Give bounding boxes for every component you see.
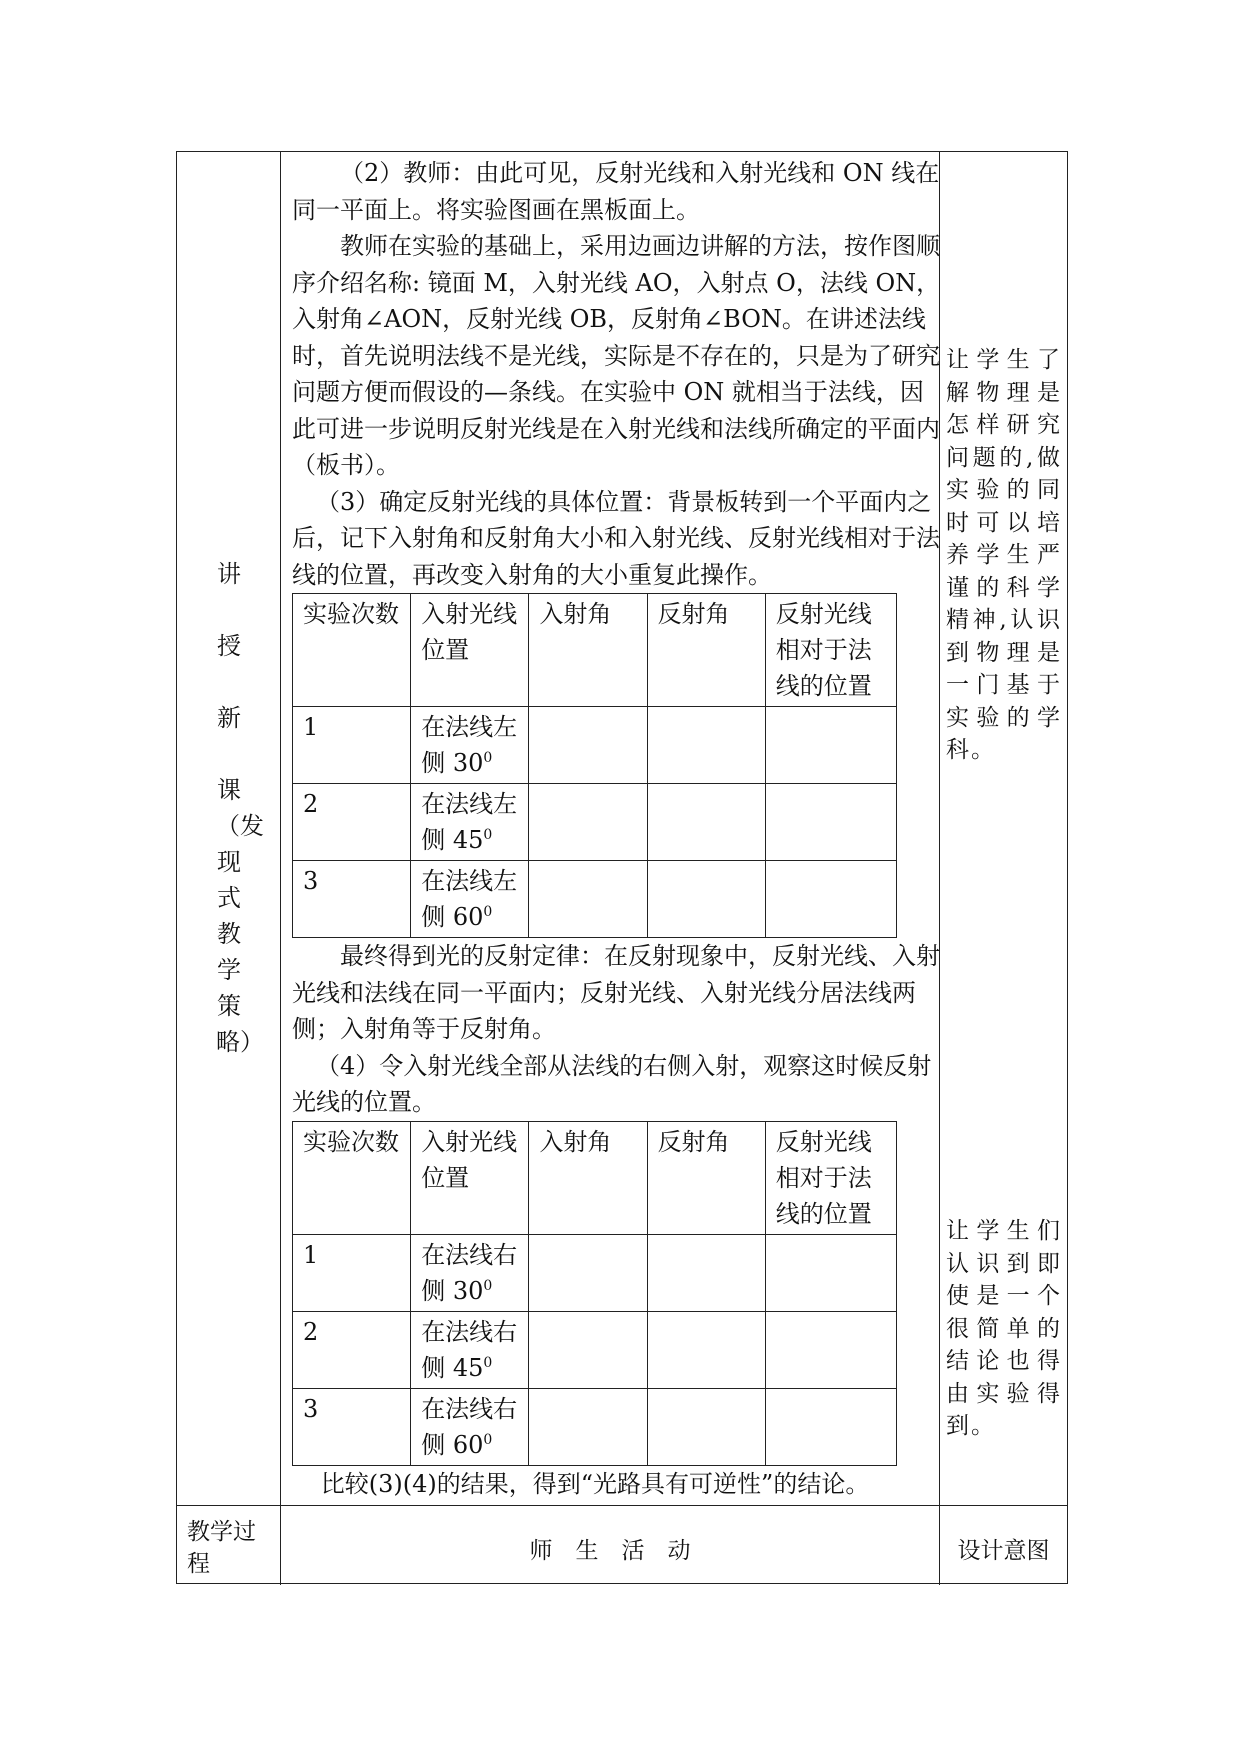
paragraph-law: 最终得到光的反射定律：在反射现象中，反射光线、入射光线和法线在同一平面内；反射光线、入射光线分居法线两侧；入射角等于反射角。 — [292, 942, 940, 1043]
cell-position: 在法线左侧 $30^0$ — [411, 707, 529, 784]
label-char: 策 — [217, 992, 241, 1020]
cell-empty — [529, 1234, 647, 1311]
cell-position: 在法线左侧 $60^0$ — [411, 861, 529, 938]
cell-empty — [647, 784, 765, 861]
table-row — [293, 861, 897, 938]
cell-position: 在法线右侧 $45^0$ — [411, 1311, 529, 1388]
header-reflect-angle: 反射角 — [647, 1121, 765, 1234]
cell-empty — [765, 1234, 896, 1311]
cell-position: 在法线左侧 $45^0$ — [411, 784, 529, 861]
label-char: 学 — [217, 956, 241, 984]
cell-position: 在法线右侧 $60^0$ — [411, 1388, 529, 1465]
header-reflect-position: 反射光线相对于法线的位置 — [765, 1121, 896, 1234]
section-label — [177, 556, 281, 1060]
cell-trial: 2 — [293, 784, 411, 861]
footer-process-label: 教学过程 — [187, 1519, 256, 1577]
cell-empty — [765, 861, 896, 938]
cell-empty — [765, 1388, 896, 1465]
label-char: 教 — [217, 920, 241, 948]
table-header-row — [293, 1121, 897, 1234]
cell-empty — [765, 784, 896, 861]
cell-empty — [647, 707, 765, 784]
cell-position: 在法线右侧 $30^0$ — [411, 1234, 529, 1311]
table-row — [293, 1388, 897, 1465]
table-row — [293, 1234, 897, 1311]
experiment-table-left — [292, 593, 897, 938]
design-intent-1: 让学生了解物理是怎样研究问题的,做实验的同时可以培养学生严谨的科学精神,认识到物理是一门基于实验的学科。 — [946, 347, 1062, 763]
cell-empty — [647, 861, 765, 938]
table-row — [293, 1311, 897, 1388]
paragraph-step-4: （4）令入射光线全部从法线的右侧入射，观察这时候反射光线的位置。 — [292, 1051, 932, 1116]
paragraph-explanation: 教师在实验的基础上，采用边画边讲解的方法，按作图顺序介绍名称: 镜面 M，入射光线 AO，入射点 O，法线 ON，入射角∠AON，反射光线 OB，反射角∠BON。在讲述法线时，首先说明法线不是光线，实际是不存在的，只是为了研究问题方便而假设的—条线。在实验中 ON 就相当于法线，因此可进一步说明反射光线是在入射光线和法线所确定的平面内（板书）。 — [292, 232, 941, 479]
paragraph-conclusion: 比较(3)(4)的结果，得到“光路具有可逆性”的结论。 — [320, 1469, 870, 1498]
table-row — [293, 784, 897, 861]
header-incident-angle: 入射角 — [529, 1121, 647, 1234]
table-row — [293, 707, 897, 784]
label-char: 授 — [217, 632, 241, 660]
cell-empty — [529, 861, 647, 938]
label-char: 式 — [217, 884, 241, 912]
cell-trial: 3 — [293, 861, 411, 938]
cell-empty — [529, 707, 647, 784]
experiment-table-right — [292, 1121, 897, 1466]
header-reflect-angle: 反射角 — [647, 594, 765, 707]
footer-intent-label: 设计意图 — [957, 1537, 1050, 1564]
header-trial: 实验次数 — [293, 594, 411, 707]
cell-empty — [765, 1311, 896, 1388]
paragraph-teacher-2: （2）教师：由此可见，反射光线和入射光线和 ON 线在同一平面上。将实验图画在黑板面上。 — [292, 159, 940, 224]
row-divider — [177, 1505, 1067, 1506]
cell-trial: 3 — [293, 1388, 411, 1465]
table-header-row — [293, 594, 897, 707]
label-char: 现 — [217, 848, 241, 876]
cell-empty — [647, 1234, 765, 1311]
design-intent-2: 让学生们认识到即使是一个很简单的结论也得由实验得到。 — [946, 1218, 1062, 1439]
footer-activity-label: 师 生 活 动 — [529, 1537, 691, 1564]
label-char: 新 — [217, 704, 241, 732]
label-char: 课（发 — [216, 776, 264, 840]
cell-empty — [529, 1388, 647, 1465]
header-incident-angle: 入射角 — [529, 594, 647, 707]
cell-empty — [529, 1311, 647, 1388]
cell-empty — [765, 707, 896, 784]
cell-trial: 2 — [293, 1311, 411, 1388]
header-incident-position: 入射光线位置 — [411, 594, 529, 707]
cell-empty — [529, 784, 647, 861]
lesson-plan-table — [176, 151, 1068, 1584]
cell-trial: 1 — [293, 1234, 411, 1311]
cell-empty — [647, 1388, 765, 1465]
label-char: 讲 — [217, 560, 241, 588]
header-trial: 实验次数 — [293, 1121, 411, 1234]
label-char: 略） — [216, 1028, 264, 1056]
header-reflect-position: 反射光线相对于法线的位置 — [765, 594, 896, 707]
cell-trial: 1 — [293, 707, 411, 784]
header-incident-position: 入射光线位置 — [411, 1121, 529, 1234]
activity-content — [292, 155, 942, 1502]
cell-empty — [647, 1311, 765, 1388]
paragraph-step-3: （3）确定反射光线的具体位置：背景板转到一个平面内之后，记下入射角和反射角大小和入射光线、反射光线相对于法线的位置，再改变入射角的大小重复此操作。 — [292, 487, 940, 589]
